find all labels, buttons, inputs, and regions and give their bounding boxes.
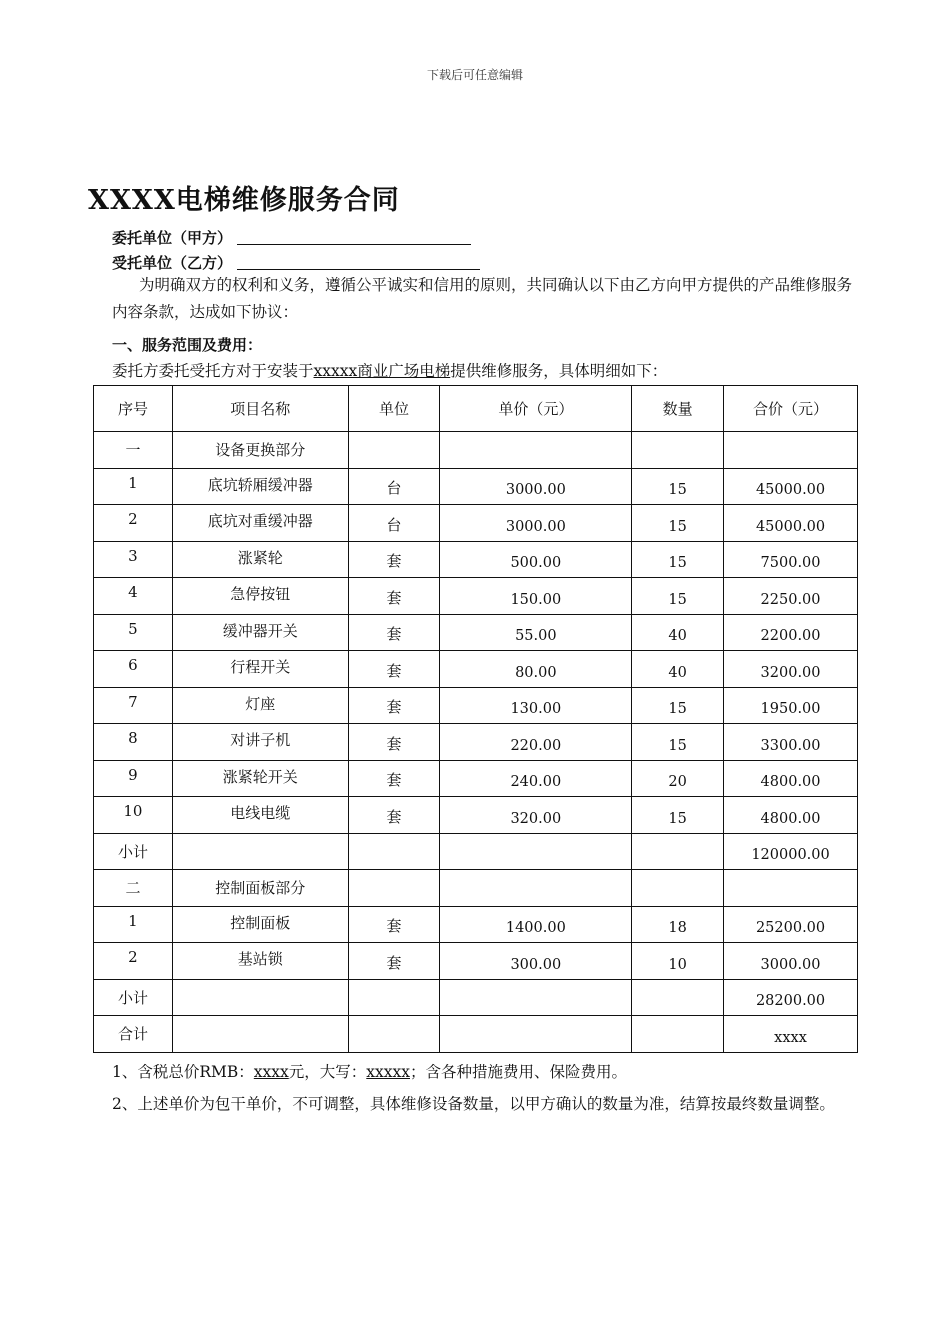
item-qty: 15: [632, 541, 724, 578]
item-qty: 15: [632, 578, 724, 615]
row-number: 6: [94, 651, 173, 688]
grand-total-row: [94, 1016, 858, 1053]
item-qty: 15: [632, 505, 724, 542]
header-note: 下载后可任意编辑: [426, 68, 523, 82]
subtotal-label: 小计: [94, 979, 173, 1016]
item-name: 缓冲器开关: [172, 614, 348, 651]
subtotal-value: 120000.00: [724, 833, 858, 870]
table-row: [94, 943, 858, 980]
row-number: 10: [94, 797, 173, 834]
item-price: 1400.00: [440, 906, 632, 943]
grand-total-value: xxxx: [724, 1016, 858, 1053]
item-unit: 套: [348, 906, 440, 943]
item-price: 320.00: [440, 797, 632, 834]
item-unit: 套: [348, 541, 440, 578]
scope-line: [112, 358, 864, 385]
group-name: 控制面板部分: [172, 870, 348, 907]
table-row: [94, 651, 858, 688]
scope-suffix: 提供维修服务，具体明细如下：: [450, 362, 668, 380]
item-total: 45000.00: [724, 505, 858, 542]
item-total: 3200.00: [724, 651, 858, 688]
item-qty: 15: [632, 724, 724, 761]
note-1-prefix: 1、含税总价RMB：: [112, 1063, 254, 1081]
item-unit: 套: [348, 797, 440, 834]
item-unit: 套: [348, 578, 440, 615]
subtotal-label: 小计: [94, 833, 173, 870]
table-row: [94, 760, 858, 797]
item-qty: 15: [632, 797, 724, 834]
row-number: 1: [94, 468, 173, 505]
table-header-row: [94, 386, 858, 432]
subtotal-row: [94, 833, 858, 870]
party-a-label: 委托单位（甲方）: [112, 229, 233, 247]
row-number: 3: [94, 541, 173, 578]
table-row: [94, 906, 858, 943]
item-price: 80.00: [440, 651, 632, 688]
table-row: [94, 468, 858, 505]
header-cell: 项目名称: [172, 386, 348, 432]
group-row: [94, 870, 858, 907]
item-unit: 套: [348, 651, 440, 688]
contract-title: XXXX电梯维修服务合同: [88, 185, 400, 216]
group-name: 设备更换部分: [172, 432, 348, 469]
table-row: [94, 687, 858, 724]
subtotal-value: 28200.00: [724, 979, 858, 1016]
total-amount: xxxx: [253, 1063, 289, 1081]
item-name: 急停按钮: [172, 578, 348, 615]
header-cell: 合价（元）: [724, 386, 858, 432]
item-price: 3000.00: [440, 505, 632, 542]
table-row: [94, 797, 858, 834]
group-number: 一: [94, 432, 173, 469]
table-row: [94, 614, 858, 651]
item-price: 130.00: [440, 687, 632, 724]
item-price: 240.00: [440, 760, 632, 797]
group-number: 二: [94, 870, 173, 907]
item-total: 3000.00: [724, 943, 858, 980]
item-total: 1950.00: [724, 687, 858, 724]
item-price: 150.00: [440, 578, 632, 615]
row-number: 8: [94, 724, 173, 761]
item-total: 2200.00: [724, 614, 858, 651]
item-name: 控制面板: [172, 906, 348, 943]
row-number: 4: [94, 578, 173, 615]
item-name: 底坑轿厢缓冲器: [172, 468, 348, 505]
item-qty: 40: [632, 651, 724, 688]
item-unit: 台: [348, 505, 440, 542]
scope-prefix: 委托方委托受托方对于安装于: [112, 362, 314, 380]
subtotal-row: [94, 979, 858, 1016]
intro-paragraph: 为明确双方的权利和义务，遵循公平诚实和信用的原则，共同确认以下由乙方向甲方提供的产品维修服务内容条款，达成如下协议：: [112, 276, 853, 321]
row-number: 2: [94, 505, 173, 542]
item-name: 电线电缆: [172, 797, 348, 834]
item-qty: 40: [632, 614, 724, 651]
group-row: [94, 432, 858, 469]
note-1-suffix: ；含各种措施费用、保险费用。: [410, 1063, 628, 1081]
item-name: 基站锁: [172, 943, 348, 980]
item-name: 底坑对重缓冲器: [172, 505, 348, 542]
scope-location: xxxxx商业广场电梯: [313, 362, 451, 380]
item-price: 220.00: [440, 724, 632, 761]
item-qty: 15: [632, 687, 724, 724]
item-name: 对讲子机: [172, 724, 348, 761]
table-row: [94, 578, 858, 615]
note-1-mid: 元，大写：: [288, 1063, 367, 1081]
header-cell: 序号: [94, 386, 173, 432]
item-unit: 套: [348, 724, 440, 761]
row-number: 1: [94, 906, 173, 943]
item-unit: 套: [348, 943, 440, 980]
party-a-line: [112, 227, 471, 248]
row-number: 2: [94, 943, 173, 980]
table-row: [94, 724, 858, 761]
item-total: 4800.00: [724, 760, 858, 797]
item-qty: 18: [632, 906, 724, 943]
item-total: 2250.00: [724, 578, 858, 615]
item-total: 3300.00: [724, 724, 858, 761]
party-b-line: [112, 252, 480, 273]
item-price: 500.00: [440, 541, 632, 578]
item-total: 45000.00: [724, 468, 858, 505]
item-unit: 台: [348, 468, 440, 505]
party-b-label: 受托单位（乙方）: [112, 254, 233, 272]
item-qty: 20: [632, 760, 724, 797]
item-price: 300.00: [440, 943, 632, 980]
total-amount-words: xxxxx: [366, 1063, 410, 1081]
section-heading: 一、服务范围及费用：: [112, 336, 263, 354]
item-name: 行程开关: [172, 651, 348, 688]
party-b-blank: [237, 255, 480, 270]
note-1: [112, 1056, 864, 1088]
item-unit: 套: [348, 760, 440, 797]
header-cell: 数量: [632, 386, 724, 432]
header-cell: 单位: [348, 386, 440, 432]
table-row: [94, 541, 858, 578]
service-items-table: [93, 385, 858, 1053]
item-unit: 套: [348, 614, 440, 651]
grand-total-label: 合计: [94, 1016, 173, 1053]
row-number: 7: [94, 687, 173, 724]
item-name: 灯座: [172, 687, 348, 724]
header-cell: 单价（元）: [440, 386, 632, 432]
note-2: 2、上述单价为包干单价，不可调整，具体维修设备数量，以甲方确认的数量为准，结算按最终数量调整。: [112, 1095, 835, 1113]
item-total: 25200.00: [724, 906, 858, 943]
item-total: 7500.00: [724, 541, 858, 578]
item-qty: 10: [632, 943, 724, 980]
item-price: 55.00: [440, 614, 632, 651]
table-row: [94, 505, 858, 542]
item-price: 3000.00: [440, 468, 632, 505]
item-total: 4800.00: [724, 797, 858, 834]
party-a-blank: [237, 230, 471, 245]
item-name: 涨紧轮开关: [172, 760, 348, 797]
item-qty: 15: [632, 468, 724, 505]
row-number: 5: [94, 614, 173, 651]
row-number: 9: [94, 760, 173, 797]
item-unit: 套: [348, 687, 440, 724]
item-name: 涨紧轮: [172, 541, 348, 578]
